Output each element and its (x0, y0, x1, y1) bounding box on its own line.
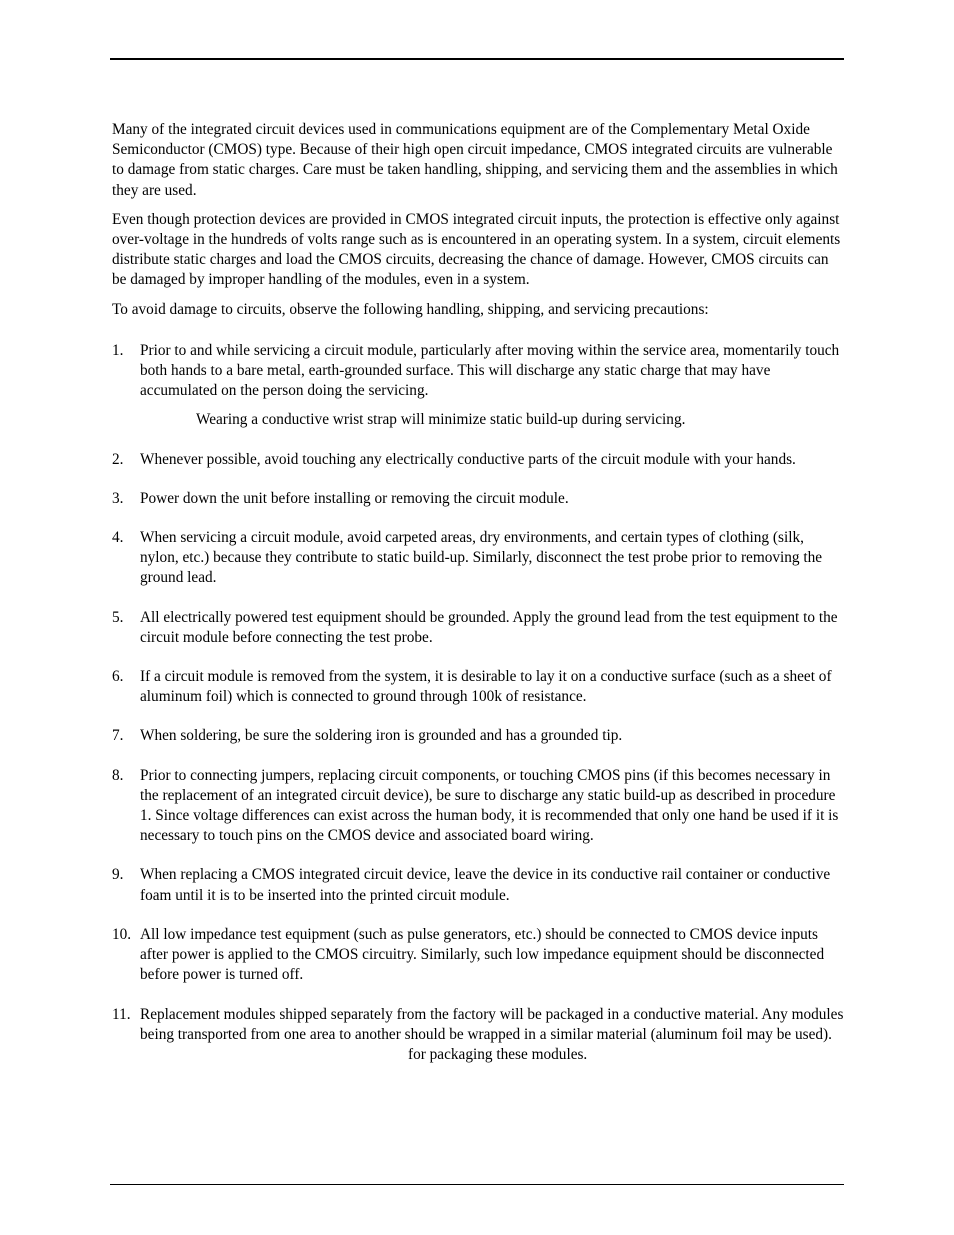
step-number: 4. (112, 529, 124, 547)
step-text: Prior to and while servicing a circuit module, particularly after moving within the service area, momentarily touch both hands to a bare metal, earth-grounded surface. This will discharge any static charge that may have accumulated on the person doing the servicing. (140, 341, 840, 400)
step-text (140, 1005, 844, 1066)
step-number: 2. (112, 450, 124, 468)
step-number: 5. (112, 608, 124, 626)
step-text: Whenever possible, avoid touching any electrically conductive parts of the circuit module with your hands. (140, 450, 796, 468)
step-note: Wearing a conductive wrist strap will minimize static build-up during servicing. (196, 411, 686, 429)
list-item (112, 528, 844, 589)
list-item (112, 1005, 844, 1066)
header-rule (110, 58, 844, 60)
step-text: All electrically powered test equipment should be grounded. Apply the ground lead from the test equipment to the circuit module before connecting the test probe. (140, 608, 838, 646)
step-text: Prior to connecting jumpers, replacing circuit components, or touching CMOS pins (if this becomes necessary in the replacement of an integrated circuit device), be sure to discharge any static build-up as described in procedure 1. Since voltage differences can exist across the human body, it is recommended that only one hand be used if it is necessary to touch pins on the CMOS device and associated board wiring. (140, 766, 839, 845)
step-text-tail: for packaging these modules. (408, 1045, 588, 1063)
step-text: All low impedance test equipment (such as pulse generators, etc.) should be connected to CMOS device inputs after power is applied to the CMOS circuitry. Similarly, such low impedance equipment should be disconnected before power is turned off. (140, 925, 825, 984)
step-text: If a circuit module is removed from the system, it is desirable to lay it on a conductive surface (such as a sheet of aluminum foil) which is connected to ground through 100k of resistance. (140, 668, 832, 706)
footer-rule (110, 1184, 844, 1185)
step-text-main: Replacement modules shipped separately from the factory will be packaged in a conductive material. Any modules being transported from one area to another should be wrapped in a similar material (aluminum foil may be used). (140, 1005, 844, 1043)
step-number: 11. (112, 1005, 131, 1023)
list-item (112, 450, 844, 470)
list-item (112, 766, 844, 847)
step-number: 10. (112, 925, 132, 943)
precautions-intro: To avoid damage to circuits, observe the following handling, shipping, and servicing precautions: (112, 300, 709, 318)
step-number: 6. (112, 668, 124, 686)
step-text: When soldering, be sure the soldering iron is grounded and has a grounded tip. (140, 727, 623, 745)
list-item (112, 726, 844, 746)
list-item (112, 865, 844, 905)
intro-paragraph: Many of the integrated circuit devices used in communications equipment are of the Complementary Metal Oxide Semiconductor (CMOS) type. Because of their high open circuit impedance, CMOS integrated circuits are vulnerable to damage from static charges. Care must be taken handling, shipping, and servicing them and the assemblies in which they are used. (112, 121, 838, 199)
list-item (112, 925, 844, 986)
step-number: 9. (112, 866, 124, 884)
step-text: When replacing a CMOS integrated circuit device, leave the device in its conductive rail container or conductive foam until it is to be inserted into the printed circuit module. (140, 866, 831, 904)
list-item (112, 341, 844, 431)
step-number: 3. (112, 489, 124, 507)
list-item (112, 608, 844, 648)
step-number: 8. (112, 766, 124, 784)
step-number: 7. (112, 727, 124, 745)
list-item (112, 489, 844, 509)
document-body (112, 120, 844, 1084)
precautions-list (112, 341, 844, 1065)
list-item (112, 667, 844, 707)
step-text: Power down the unit before installing or removing the circuit module. (140, 489, 569, 507)
protection-paragraph: Even though protection devices are provided in CMOS integrated circuit inputs, the protection is effective only against over-voltage in the hundreds of volts range such as is encountered in an operating system. In a system, circuit elements distribute static charges and load the CMOS circuits, decreasing the chance of damage. However, CMOS circuits can be damaged by improper handling of the modules, even in a system. (112, 210, 841, 289)
step-text: When servicing a circuit module, avoid carpeted areas, dry environments, and certain types of clothing (silk, nylon, etc.) because they contribute to static build-up. Similarly, disconnect the test probe prior to removing the ground lead. (140, 529, 823, 587)
step-number: 1. (112, 341, 124, 359)
